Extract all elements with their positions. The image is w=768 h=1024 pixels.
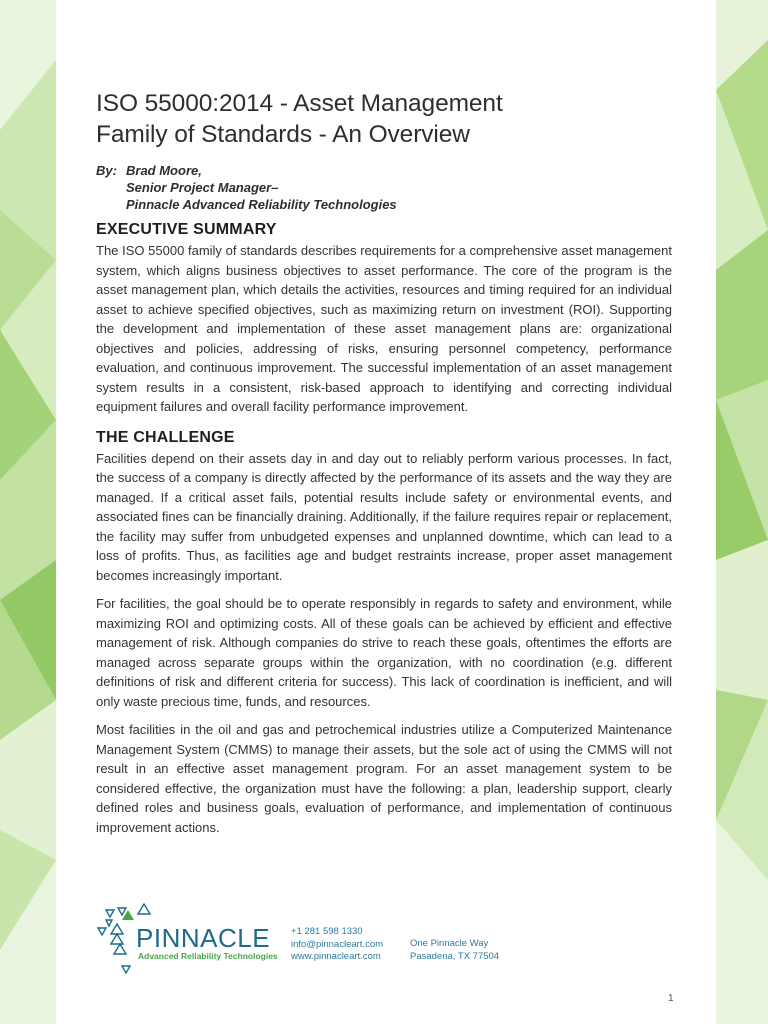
- right-decorative-border: [716, 0, 768, 1024]
- title-line-2: Family of Standards - An Overview: [96, 121, 470, 148]
- email-link[interactable]: info@pinnacleart.com: [291, 938, 384, 950]
- address-line-1: One Pinnacle Way: [410, 938, 489, 949]
- challenge-paragraph-1: Facilities depend on their assets day in and day out to reliably perform various processes. In fact, the success of a company is directly affected by the performance of its assets and the way they are managed. If a critical asset fails, potential results include safety or environmental events, and associated fines can be financially draining. Additionally, if the failure requires repair or replacement, the facility may suffer from unbudgeted expenses and unplanned downtime, which can lead to a loss of profits. Thus, as facilities age and budget restraints increase, proper asset management becomes increasingly important.: [96, 450, 672, 583]
- mailing-address: [410, 938, 499, 963]
- executive-summary-heading: EXECUTIVE SUMMARY: [96, 221, 277, 238]
- document-title: [96, 88, 672, 150]
- document-content: [96, 88, 672, 837]
- left-decorative-border: [0, 0, 56, 1024]
- logo-tagline: Advanced Reliability Technologies: [138, 951, 278, 961]
- author-role: Senior Project Manager–: [126, 180, 279, 195]
- right-geometric-pattern: [716, 0, 768, 1024]
- phone-number: +1 281 598 1330: [291, 926, 363, 937]
- address-line-2: Pasadena, TX 77504: [410, 950, 500, 962]
- footer: [96, 896, 676, 986]
- byline: [96, 162, 672, 213]
- title-line-1: ISO 55000:2014 - Asset Management: [96, 90, 503, 117]
- website-link[interactable]: www.pinnacleart.com: [291, 951, 381, 962]
- logo-wordmark: PINNACLE: [136, 923, 271, 953]
- pinnacle-logo: [96, 896, 286, 980]
- challenge-paragraph-3: Most facilities in the oil and gas and petrochemical industries utilize a Computerized Maintenance Management System (CMMS) to manage their assets, but the sole act of using the CMMS will not result in an effective asset management program. For an asset management system to be considered effective, the organization must have the following: a plan, leadership support, clearly defined roles and business goals, evaluation of performance, and implementation of continuous improvement actions.: [96, 722, 672, 835]
- challenge-paragraph-2: For facilities, the goal should be to operate responsibly in regards to safety and environment, while maximizing ROI and optimizing costs. All of these goals can be achieved by efficient and effective management of risk. Although companies do strive to reach these goals, oftentimes the efforts are managed across separate groups within the organization, with no coordination (e.g. different definitions of risk and different criteria for success). This lack of coordination is inefficient, and will only waste precious time, funds, and resources.: [96, 596, 672, 709]
- document-page: [56, 0, 716, 1024]
- left-geometric-pattern: [0, 0, 56, 1024]
- author-company: Pinnacle Advanced Reliability Technologies: [126, 197, 397, 212]
- contact-info: [291, 926, 383, 964]
- executive-summary-paragraph: The ISO 55000 family of standards describes requirements for a comprehensive asset management system, which aligns business objectives to asset performance. The core of the program is the asset management plan, which details the activities, resources and timing required for an individual asset to achieve specified objectives, such as maximizing return on investment (ROI). Supporting the development and implementation of these asset management plans are: organizational objectives and policies, addressing of risks, ensuring personnel competency, performance evaluation, and continuous improvement. The successful implementation of an asset management system results in a consistent, risk-based approach to identifying and correcting individual equipment failures and overall facility performance improvement.: [96, 243, 672, 414]
- author-name: Brad Moore,: [126, 163, 202, 178]
- challenge-heading: THE CHALLENGE: [96, 428, 235, 446]
- byline-label: By:: [96, 163, 117, 178]
- page-number: 1: [668, 993, 674, 1004]
